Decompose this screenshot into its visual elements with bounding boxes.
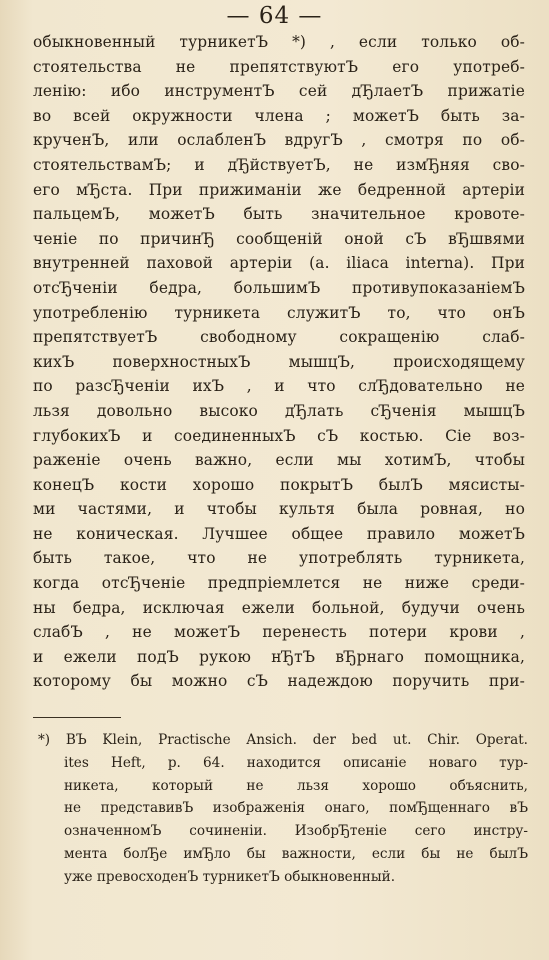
- text-line: и ежели подЪ рукою нЂтЪ вЂрнаго помощника,: [33, 647, 525, 666]
- text-line: крученЪ, или ослабленЪ вдругЪ , смотря по об-: [33, 131, 525, 150]
- text-line: пальцемЪ, можетЪ быть значительное кровоте-: [33, 205, 525, 224]
- text-line: его мЂста. При прижиманіи же бедренной артеріи: [33, 180, 525, 199]
- text-line: стоятельствамЪ; и дЂйствуетЪ, не измЂняя сво-: [33, 155, 525, 174]
- text-line: льзя довольно высоко дЂлать сЂченія мышцЪ: [33, 401, 525, 420]
- text-line: стоятельства не препятствуютЪ его употреб-: [33, 57, 525, 76]
- footnote-line: означенномЪ сочиненіи. ИзобрЂтеніе сего инстру-: [64, 823, 528, 840]
- text-line: препятствуетЪ свободному сокращенію слаб-: [33, 328, 525, 347]
- text-line: ченіе по причинЂ сообщеній оной сЪ вЂшвями: [33, 229, 525, 248]
- footnote-line: мента болЂе имЂло бы важности, если бы не былЪ: [64, 845, 528, 862]
- text-line: кихЪ поверхностныхЪ мышцЪ, происходящему: [33, 352, 525, 371]
- page-number: — 64 —: [226, 3, 323, 29]
- text-line: употребленію турникета служитЪ то, что онЪ: [33, 303, 525, 322]
- text-line: когда отсЂченіе предпріемлется не ниже среди-: [33, 574, 525, 593]
- text-line: глубокихЪ и соединенныхЪ сЪ костью. Сіе воз-: [33, 426, 525, 445]
- text-line: слабЪ , не можетЪ перенесть потери крови ,: [33, 623, 525, 642]
- footnote: [38, 729, 528, 889]
- footnote-divider: [33, 717, 121, 718]
- main-text: [33, 30, 525, 694]
- text-line: конецЪ кости хорошо покрытЪ былЪ мясисты-: [33, 475, 525, 494]
- text-line: отсЂченіи бедра, большимЪ противупоказаніемЪ: [33, 278, 525, 297]
- text-line: ны бедра, исключая ежели больной, будучи очень: [33, 598, 525, 617]
- footnote-line: не представивЪ изображенія онаго, помЂщеннаго вЪ: [64, 800, 528, 817]
- text-line: раженіе очень важно, если мы хотимЪ, чтобы: [33, 451, 525, 470]
- footnote-line: уже превосходенЪ турникетЪ обыкновенный.: [64, 868, 396, 885]
- text-line: быть такое, что не употреблять турникета,: [33, 549, 525, 568]
- footnote-line: ites Heft, p. 64. находится описаніе новаго тур-: [64, 754, 528, 771]
- text-line: которому бы можно сЪ надеждою поручить при-: [33, 672, 525, 691]
- text-line: обыкновенный турникетЪ *) , если только об-: [33, 33, 525, 51]
- text-line: не коническая. Лучшее общее правило можетЪ: [33, 524, 525, 543]
- text-line: ми частями, и чтобы культя была ровная, но: [33, 500, 525, 519]
- text-line: во всей окружности члена ; можетЪ быть за-: [33, 106, 525, 125]
- text-line: ленію: ибо инструментЪ сей дЂлаетЪ прижатіе: [33, 82, 525, 101]
- text-line: по разсЂченіи ихЪ , и что слЂдовательно не: [33, 377, 525, 396]
- text-line: внутренней паховой артеріи (a. iliaca interna). При: [33, 254, 525, 273]
- footnote-line: никета, который не льзя хорошо объяснить,: [64, 777, 528, 794]
- footnote-line: *) ВЪ Klein, Practische Ansich. der bed ut. Chir. Operat.: [38, 732, 528, 748]
